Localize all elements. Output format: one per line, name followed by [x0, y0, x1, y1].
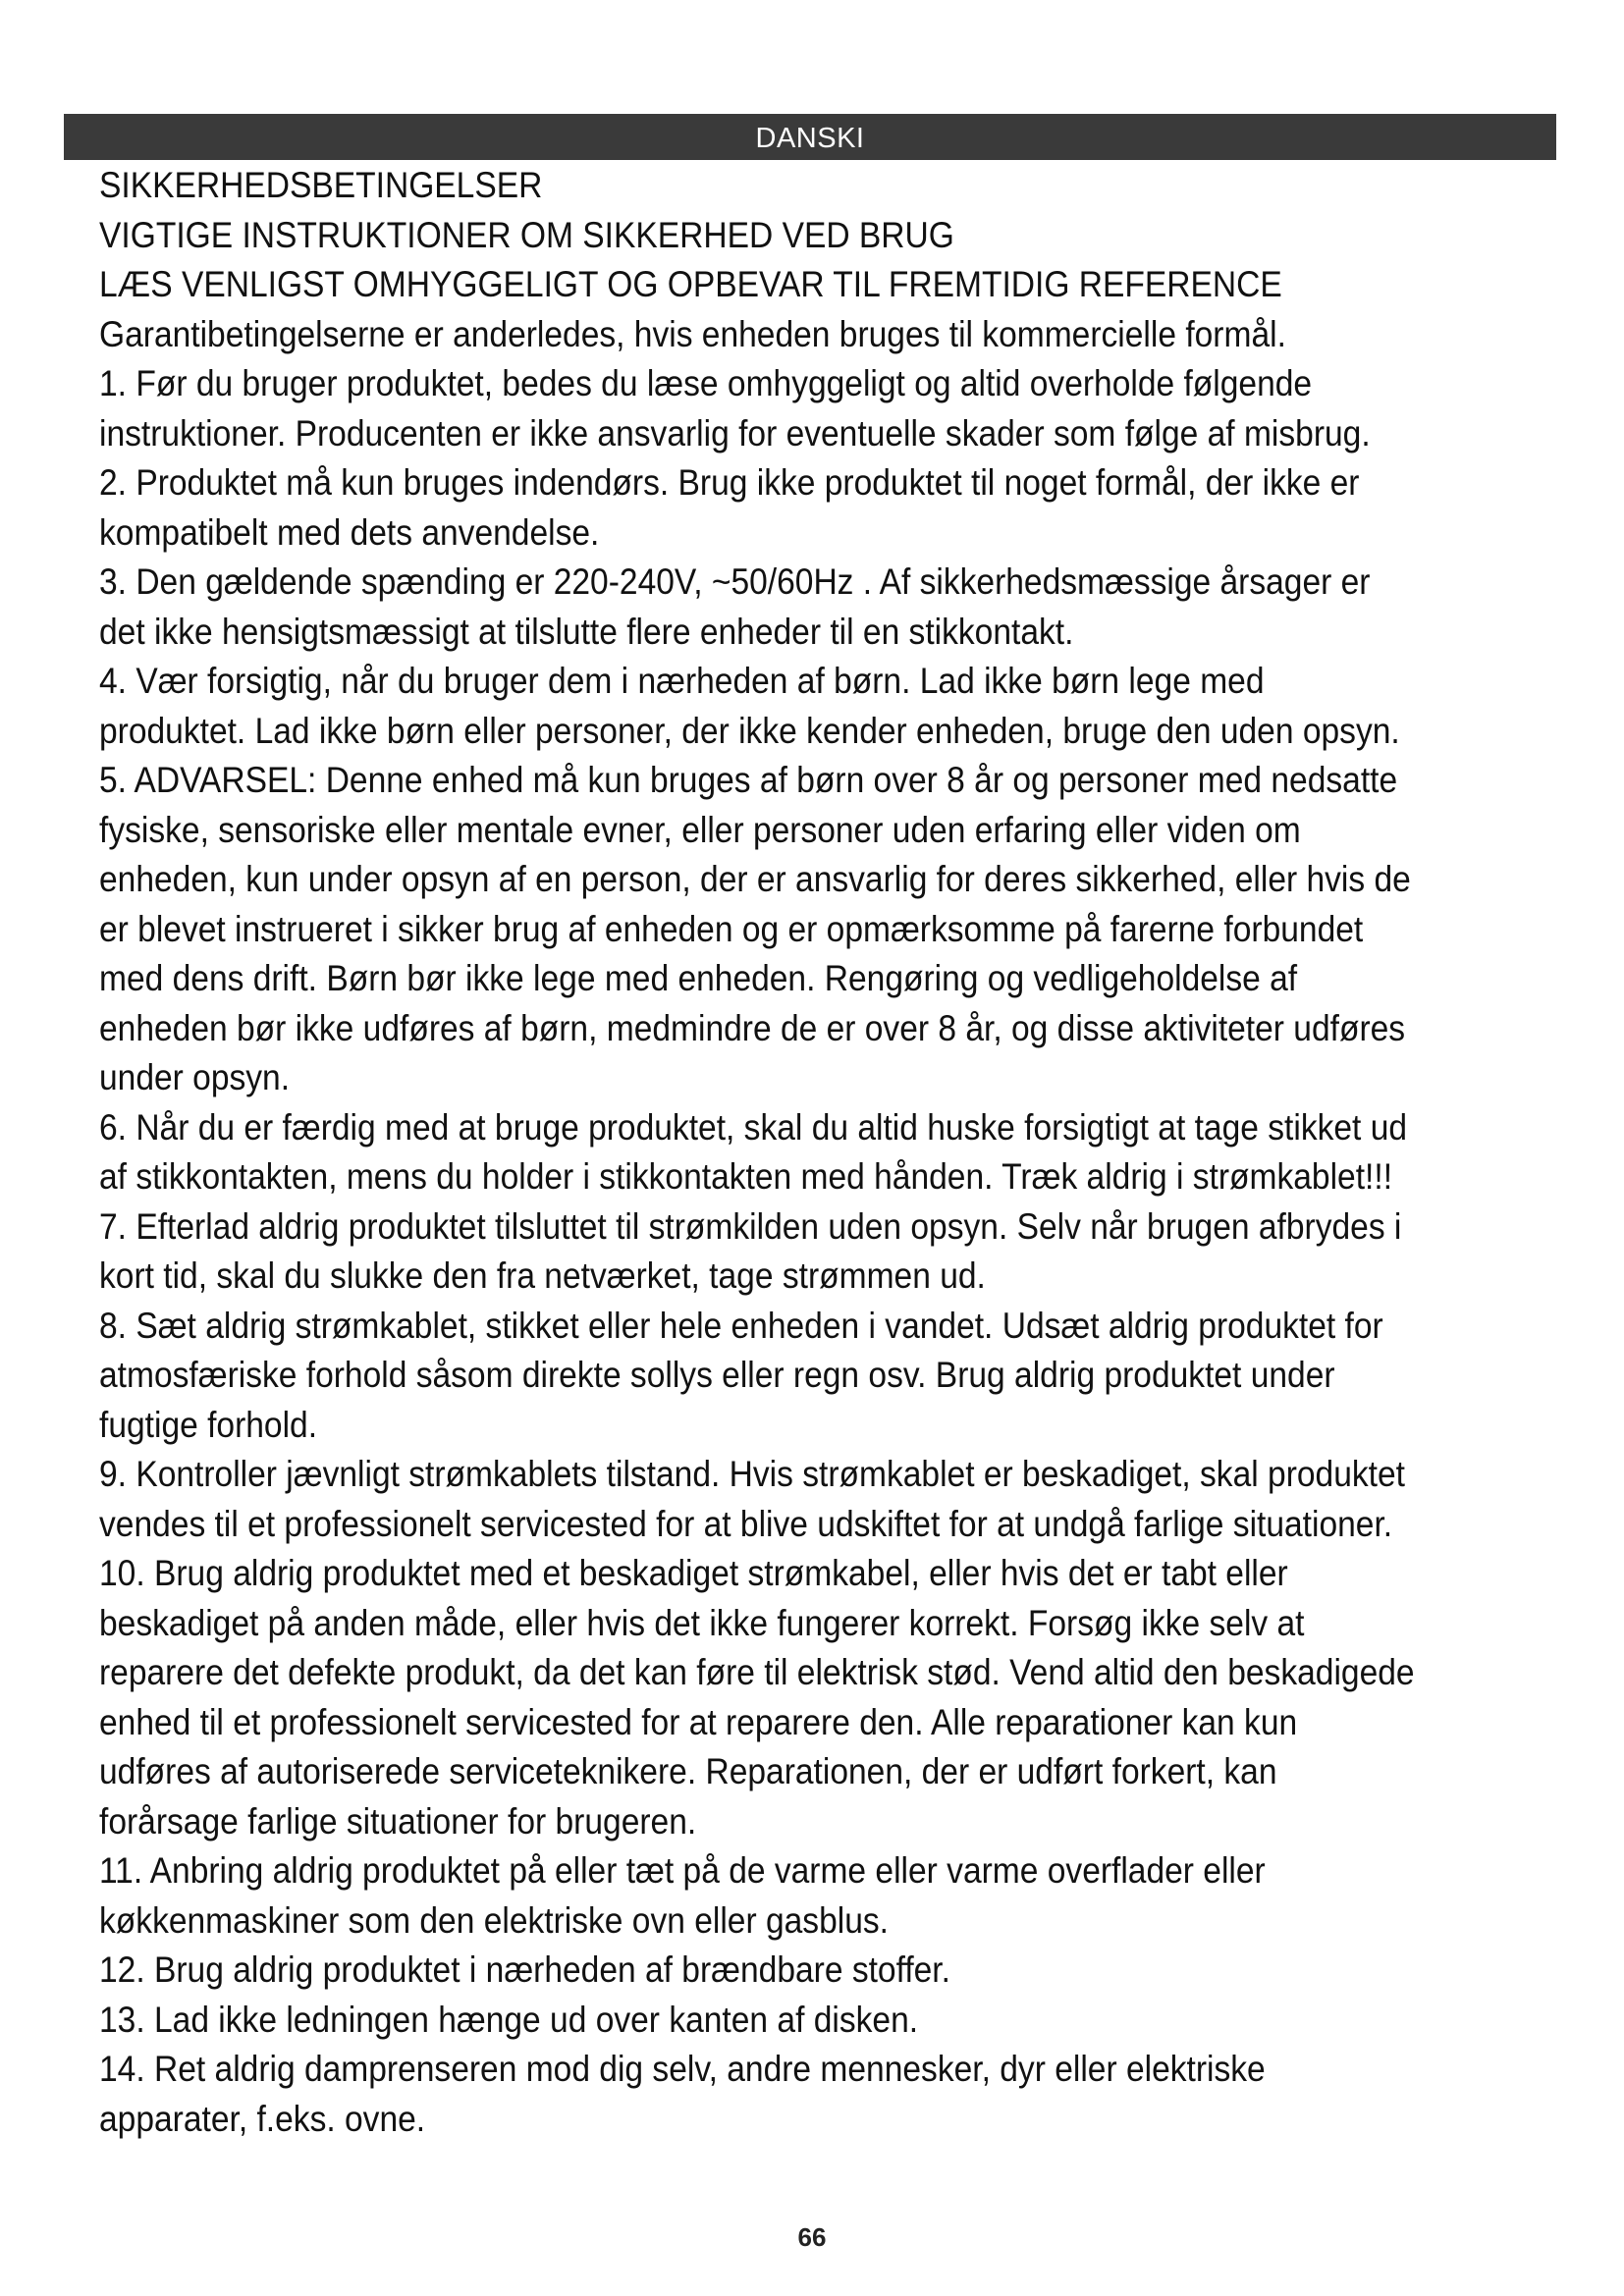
- instruction-item: 8. Sæt aldrig strømkablet, stikket eller hele enheden i vandet. Udsæt aldrig produktet for atmosfæriske forhold såsom direkte sollys eller regn osv. Brug aldrig produktet under fugtige forhold.: [99, 1304, 1383, 1445]
- language-label: DANSKI: [755, 123, 865, 154]
- language-header-bar: [64, 114, 1556, 160]
- instruction-item: 9. Kontroller jævnligt strømkablets tilstand. Hvis strømkablet er beskadiget, skal produktet vendes til et professionelt servicested for at blive udskiftet for at undgå farlige situationer.: [99, 1453, 1405, 1544]
- warranty-notice: Garantibetingelserne er anderledes, hvis enheden bruges til kommercielle formål.: [99, 312, 1286, 354]
- instruction-item: 4. Vær forsigtig, når du bruger dem i nærheden af børn. Lad ikke børn lege med produktet. Lad ikke børn eller personer, der ikke kender enheden, bruge den uden opsyn.: [99, 660, 1400, 751]
- instruction-item: 13. Lad ikke ledningen hænge ud over kanten af disken.: [99, 1998, 919, 2040]
- instruction-item: 11. Anbring aldrig produktet på eller tæt på de varme eller varme overflader eller køkkenmaskiner som den elektriske ovn eller gasblus.: [99, 1849, 1266, 1941]
- instruction-item: 3. Den gældende spænding er 220-240V, ~50/60Hz . Af sikkerhedsmæssige årsager er det ikke hensigtsmæssigt at tilslutte flere enheder til en stikkontakt.: [99, 561, 1371, 652]
- instruction-item: 10. Brug aldrig produktet med et beskadiget strømkabel, eller hvis det er tabt eller beskadiget på anden måde, eller hvis det ikke fungerer korrekt. Forsøg ikke selv at reparere det defekte produkt, da det kan føre til elektrisk stød. Vend altid den beskadigede enhed til et professionelt servicested for at reparere den. Alle reparationer kan kun udføres af autoriserede serviceteknikere. Reparationen, der er udført forkert, kan forårsage farlige situationer for brugeren.: [99, 1552, 1415, 1842]
- section-title: SIKKERHEDSBETINGELSER: [99, 164, 543, 205]
- instruction-item: 14. Ret aldrig damprenseren mod dig selv, andre mennesker, dyr eller elektriske apparater, f.eks. ovne.: [99, 2048, 1266, 2139]
- instruction-item: 7. Efterlad aldrig produktet tilsluttet til strømkilden uden opsyn. Selv når brugen afbrydes i kort tid, skal du slukke den fra netværket, tage strømmen ud.: [99, 1204, 1402, 1296]
- instruction-item: 5. ADVARSEL: Denne enhed må kun bruges af børn over 8 år og personer med nedsatte fysiske, sensoriske eller mentale evner, eller personer uden erfaring eller viden om enheden, kun under opsyn af en person, der er ansvarlig for deres sikkerhed, eller hvis de er blevet instrueret i sikker brug af enheden og er opmærksomme på farerne forbundet med dens drift. Børn bør ikke lege med enheden. Rengøring og vedligeholdelse af enheden bør ikke udføres af børn, medmindre de er over 8 år, og disse aktiviteter udføres under opsyn.: [99, 759, 1411, 1097]
- instruction-item: 1. Før du bruger produktet, bedes du læse omhyggeligt og altid overholde følgende instruktioner. Producenten er ikke ansvarlig for eventuelle skader som følge af misbrug.: [99, 362, 1371, 454]
- instruction-item: 2. Produktet må kun bruges indendørs. Brug ikke produktet til noget formål, der ikke er kompatibelt med dets anvendelse.: [99, 461, 1360, 553]
- instruction-item: 12. Brug aldrig produktet i nærheden af brændbare stoffer.: [99, 1949, 950, 1990]
- section-subtitle: VIGTIGE INSTRUKTIONER OM SIKKERHED VED BRUG: [99, 213, 954, 255]
- instruction-item: 6. Når du er færdig med at bruge produktet, skal du altid huske forsigtigt at tage stikket ud af stikkontakten, mens du holder i stikkontakten med hånden. Træk aldrig i strømkablet!!!: [99, 1105, 1408, 1197]
- instruction-list: [99, 358, 1418, 2143]
- page-number: 66: [797, 2222, 827, 2252]
- safety-instructions: [99, 160, 1418, 2143]
- read-carefully-notice: LÆS VENLIGST OMHYGGELIGT OG OPBEVAR TIL FREMTIDIG REFERENCE: [99, 263, 1282, 304]
